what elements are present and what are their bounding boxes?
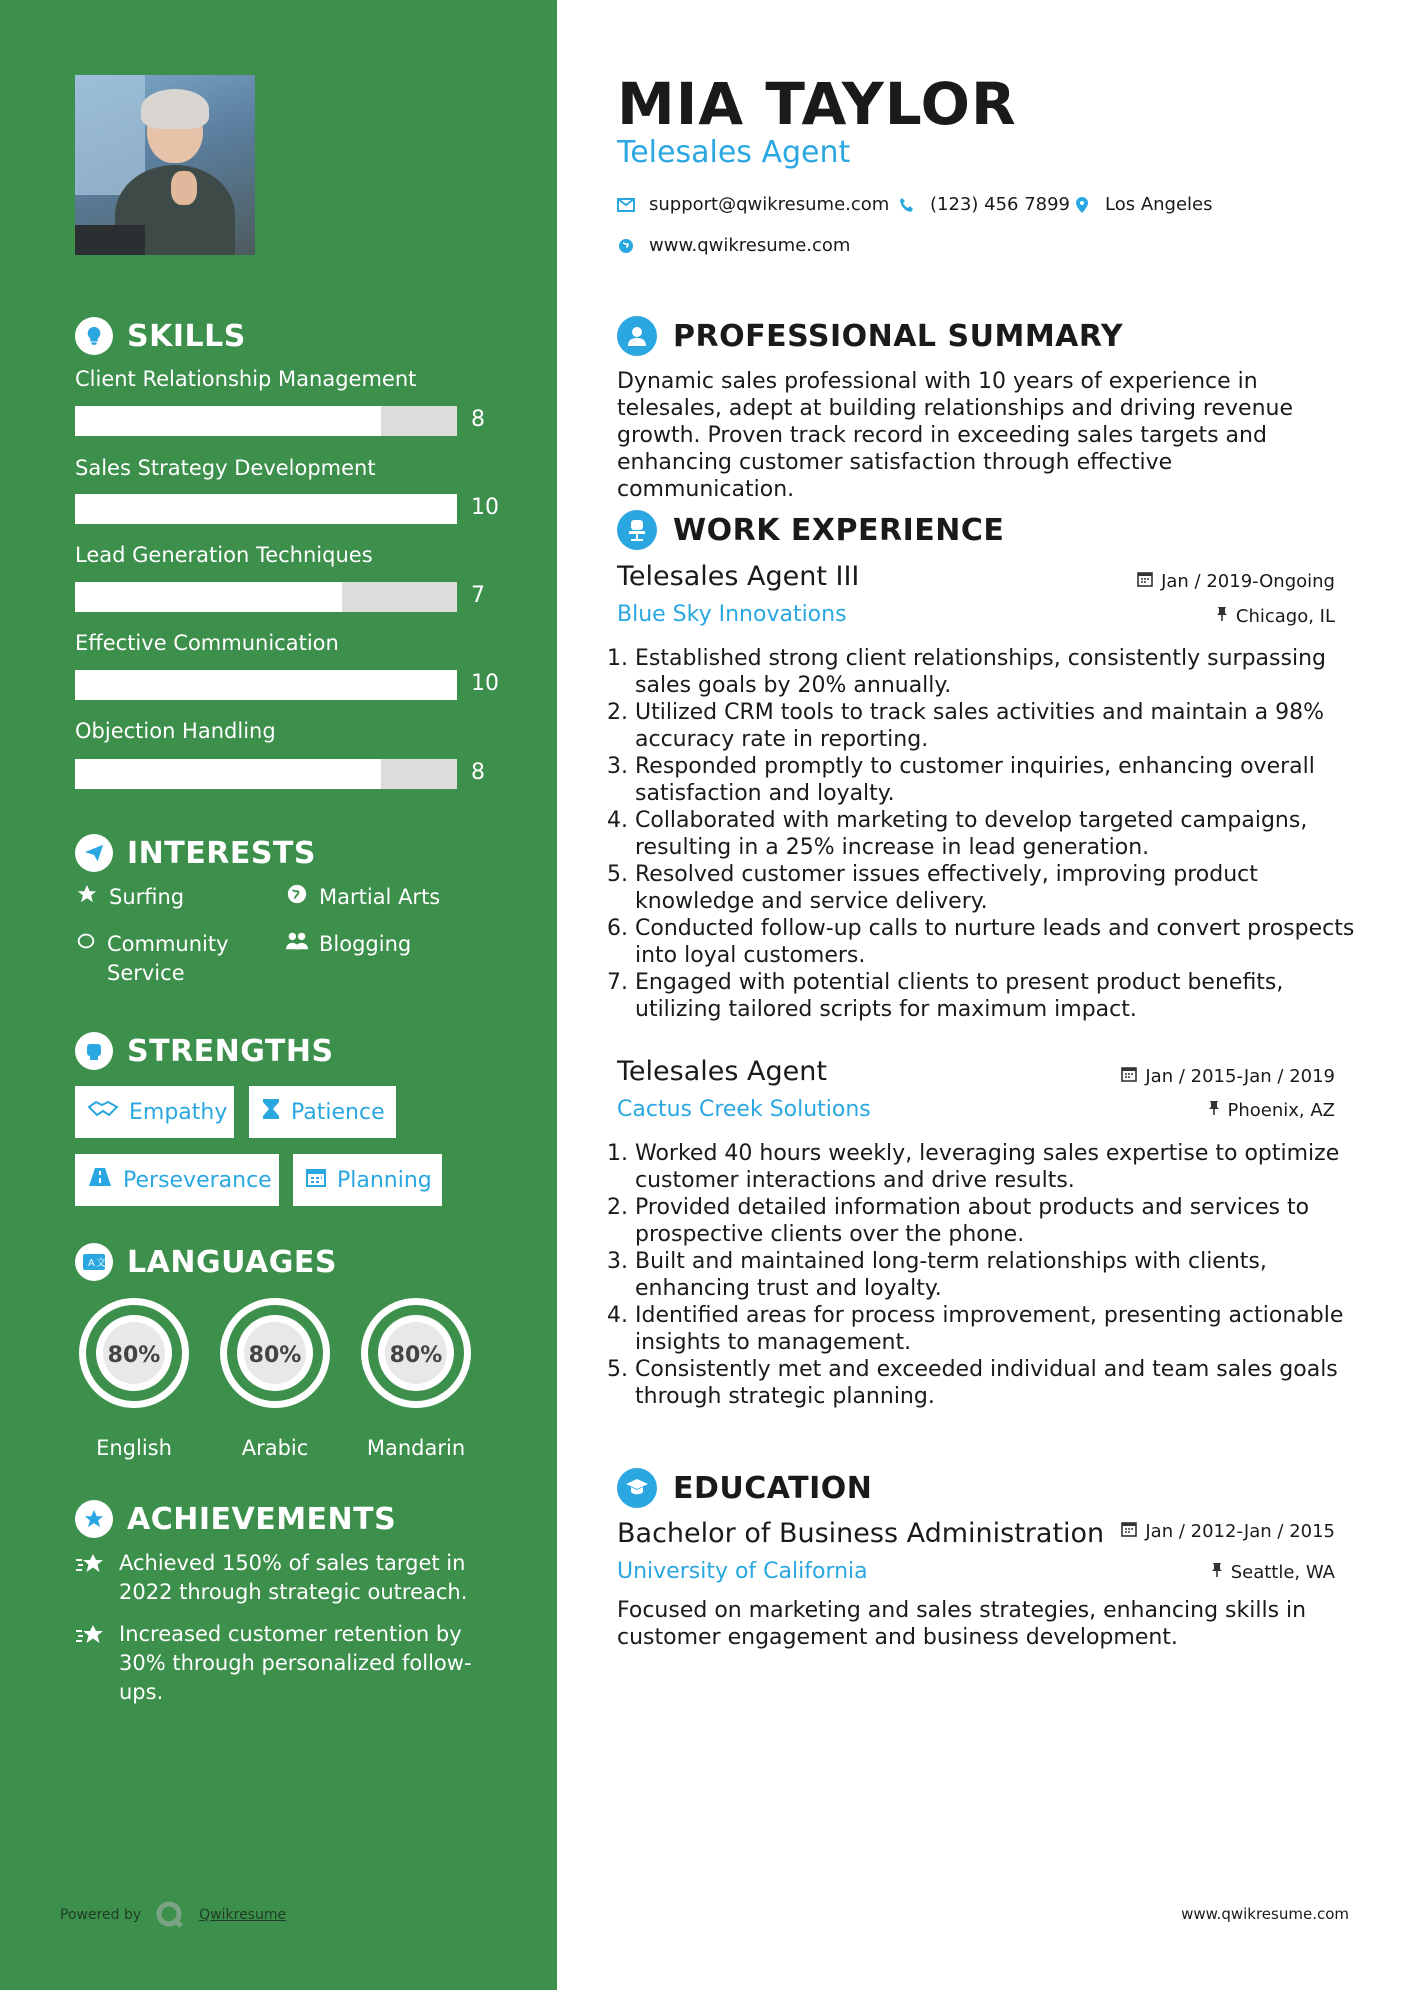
achievement-item: Increased customer retention by 30% through personalized follow-ups. [75,1620,485,1707]
svg-text:文: 文 [96,1258,106,1269]
users-icon [285,930,309,952]
office-chair-icon [617,510,657,550]
interests-heading: INTERESTS [75,834,316,872]
skill-value: 7 [471,583,485,608]
contact-email[interactable]: support@qwikresume.com [617,194,889,215]
fist-icon [75,1032,113,1070]
skill-value: 10 [471,495,499,520]
skill-bar [75,759,457,789]
list-item: 1. Worked 40 hours weekly, leveraging sales expertise to optimize customer interactions and drive results. [635,1140,1365,1194]
strength-tag: Empathy [75,1086,234,1138]
trophy-star-icon [75,1549,105,1607]
job-location: Phoenix, AZ [1208,1100,1336,1121]
interest-item: Community Service [75,930,265,988]
skill-name: Lead Generation Techniques [75,543,373,567]
lightbulb-icon [75,317,113,355]
job-location: Chicago, IL [1216,606,1335,627]
contact-website[interactable]: www.qwikresume.com [617,235,850,256]
strengths-heading: STRENGTHS [75,1032,334,1070]
contact-phone[interactable]: (123) 456 7899 [898,194,1070,215]
list-item: 3. Built and maintained long-term relationships with clients, enhancing trust and loyalty. [635,1248,1365,1302]
language-percent: 80% [248,1343,302,1368]
education-dates: Jan / 2012-Jan / 2015 [1121,1521,1335,1542]
list-item: 4. Identified areas for process improvement, presenting actionable insights to management. [635,1302,1365,1356]
language-name: Mandarin [366,1436,466,1460]
list-item: 7. Engaged with potential clients to present product benefits, utilizing tailored scripts for maximum impact. [635,969,1365,1023]
powered-by: Powered by Qwikresume [60,1900,286,1930]
skill-bar [75,406,457,436]
star-icon [75,883,99,905]
skill-name: Objection Handling [75,719,276,743]
skill-value: 8 [471,760,485,785]
skill-name: Effective Communication [75,631,339,655]
job-title: Telesales Agent [617,135,851,170]
education-location: Seattle, WA [1211,1562,1335,1583]
language-percent: 80% [389,1343,443,1368]
badge-star-icon [75,1500,113,1538]
skill-bar [75,582,457,612]
list-item: 6. Conducted follow-up calls to nurture leads and convert prospects into loyal customers. [635,915,1365,969]
calendar-icon [1137,571,1153,592]
achievement-item: Achieved 150% of sales target in 2022 through strategic outreach. [75,1549,485,1607]
skill-value: 8 [471,407,485,432]
strength-tag: Perseverance [75,1154,279,1206]
list-item: 3. Responded promptly to customer inquiries, enhancing overall satisfaction and loyalty. [635,753,1365,807]
skills-heading: SKILLS [75,317,246,355]
language-progress-ring [214,1292,336,1414]
paper-plane-icon [75,834,113,872]
education-degree: Bachelor of Business Administration [617,1518,1105,1549]
job-company: Cactus Creek Solutions [617,1097,871,1122]
strength-tag: Patience [249,1086,396,1138]
strength-tag: Planning [293,1154,442,1206]
skill-value: 10 [471,671,499,696]
languages-heading: A 文 LANGUAGES [75,1243,337,1281]
svg-text:A: A [88,1258,95,1269]
job-role: Telesales Agent [617,1056,827,1087]
user-icon [617,316,657,356]
phone-icon [898,197,916,213]
list-item: 2. Provided detailed information about products and services to prospective clients over the phone. [635,1194,1365,1248]
language-progress-ring [73,1292,195,1414]
calendar-icon [1121,1066,1137,1087]
job-responsibilities [607,1140,1365,1410]
list-item: 2. Utilized CRM tools to track sales activities and maintain a 98% accuracy rate in reporting. [635,699,1365,753]
interest-item: Surfing [75,883,184,912]
globe-icon [617,238,635,254]
qwikresume-logo-icon [155,1900,185,1930]
map-marker-icon [1073,196,1091,214]
list-item: 1. Established strong client relationships, consistently surpassing sales goals by 20% annually. [635,645,1365,699]
trophy-star-icon [75,1620,105,1707]
interest-item: Blogging [285,930,411,959]
language-arabic [214,1292,336,1460]
job-dates: Jan / 2015-Jan / 2019 [1121,1066,1335,1087]
pin-icon [1216,606,1228,627]
language-english [73,1292,195,1460]
candidate-name: MIA TAYLOR [617,70,1017,138]
profile-photo [75,75,255,255]
education-description: Focused on marketing and sales strategies, enhancing skills in customer engagement and business development. [617,1598,1307,1650]
calendar-icon [305,1166,327,1194]
job-role: Telesales Agent III [617,561,860,592]
language-progress-ring [355,1292,477,1414]
pin-icon [1208,1100,1220,1121]
hourglass-icon [261,1097,281,1127]
achievements-heading: ACHIEVEMENTS [75,1500,396,1538]
job-dates: Jan / 2019-Ongoing [1137,571,1335,592]
language-name: English [96,1436,172,1460]
qwikresume-link[interactable]: Qwikresume [199,1907,287,1923]
list-item: 5. Resolved customer issues effectively, improving product knowledge and service delivery. [635,861,1365,915]
language-percent: 80% [107,1343,161,1368]
experience-heading: WORK EXPERIENCE [617,510,1004,550]
list-item: 5. Consistently met and exceeded individual and team sales goals through strategic planning. [635,1356,1365,1410]
graduate-icon [617,1468,657,1508]
job-responsibilities [607,645,1365,1023]
interest-item: Martial Arts [285,883,440,912]
language-name: Arabic [241,1436,309,1460]
job-company: Blue Sky Innovations [617,602,847,627]
calendar-icon [1121,1521,1137,1542]
pin-icon [1211,1562,1223,1583]
summary-heading: PROFESSIONAL SUMMARY [617,316,1123,356]
hand-icon [75,930,97,952]
sidebar [0,0,557,1990]
language-mandarin [355,1292,477,1460]
skill-bar [75,670,457,700]
language-icon [75,1243,113,1281]
handshake-icon [87,1099,119,1125]
list-item: 4. Collaborated with marketing to develop targeted campaigns, resulting in a 25% increase in lead generation. [635,807,1365,861]
envelope-icon [617,198,635,212]
summary-text: Dynamic sales professional with 10 years of experience in telesales, adept at building relationships and driving revenue growth. Proven track record in exceeding sales targets and enhancing customer satisfaction through effective communication. [617,369,1294,502]
education-school: University of California [617,1559,868,1584]
footer-website[interactable]: www.qwikresume.com [1181,1905,1349,1923]
skill-name: Sales Strategy Development [75,456,376,480]
education-heading: EDUCATION [617,1468,872,1508]
skill-name: Client Relationship Management [75,367,417,391]
skill-bar [75,494,457,524]
globe-icon [285,883,309,905]
contact-location: Los Angeles [1073,194,1213,215]
road-icon [87,1166,113,1194]
